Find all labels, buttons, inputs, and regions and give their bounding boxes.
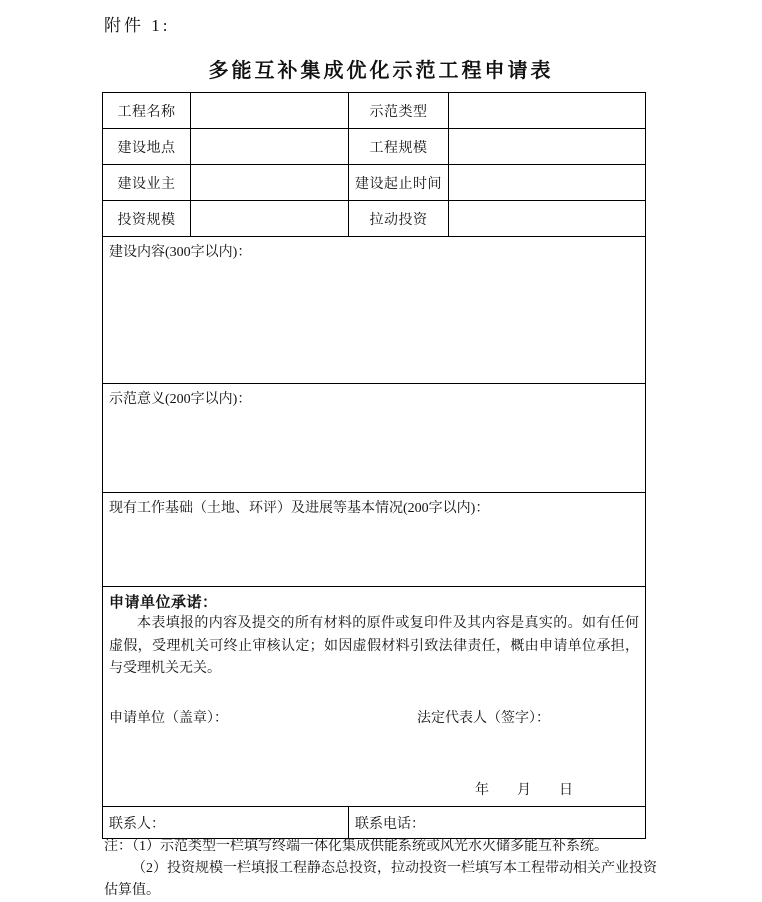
attachment-label: 附件 1: (104, 16, 171, 35)
table-row-work-basis (103, 493, 646, 587)
table-row-investment (103, 201, 646, 237)
contact-person-cell[interactable]: 联系人： (103, 807, 349, 839)
page-title: 多能互补集成优化示范工程申请表 (208, 60, 554, 82)
footnotes (104, 836, 660, 902)
commitment-heading: 申请单位承诺： (109, 595, 218, 611)
table-row-construction-content (103, 237, 646, 384)
section-label-demo-significance: 示范意义(200字以内)： (109, 392, 252, 407)
table-row-commitment (103, 587, 646, 807)
field-input-construction-owner[interactable] (191, 165, 349, 201)
application-form-table (102, 92, 646, 839)
field-input-project-scale[interactable] (449, 129, 646, 165)
applicant-seal-label: 申请单位（盖章）： (109, 710, 228, 726)
field-label-investment-scale: 投资规模 (103, 201, 191, 237)
field-input-demo-type[interactable] (449, 93, 646, 129)
field-label-demo-type: 示范类型 (349, 93, 449, 129)
section-input-work-basis[interactable] (109, 517, 639, 582)
section-input-construction-content[interactable] (109, 261, 639, 379)
field-label-construction-location: 建设地点 (103, 129, 191, 165)
field-label-construction-period: 建设起止时间 (349, 165, 449, 201)
legal-representative-label: 法定代表人（签字）： (417, 710, 550, 726)
footnote-1: 注：（1）示范类型一栏填写终端一体化集成供能系统或风光水火储多能互补系统。 (104, 839, 608, 854)
table-row-contact (103, 807, 646, 839)
table-row-project-name-demo-type (103, 93, 646, 129)
field-input-project-name[interactable] (191, 93, 349, 129)
field-input-investment-scale[interactable] (191, 201, 349, 237)
footnote-2: （2）投资规模一栏填报工程静态总投资，拉动投资一栏填写本工程带动相关产业投资估算值。 (104, 861, 657, 898)
field-input-construction-location[interactable] (191, 129, 349, 165)
commitment-body-text: 本表填报的内容及提交的所有材料的原件或复印件及其内容是真实的。如有任何虚假，受理机关可终止审核认定；如因虚假材料引致法律责任，概由申请单位承担，与受理机关无关。 (109, 616, 639, 676)
field-input-driven-investment[interactable] (449, 201, 646, 237)
date-line: 年 月 日 (475, 783, 573, 798)
table-row-owner-schedule (103, 165, 646, 201)
field-label-driven-investment: 拉动投资 (349, 201, 449, 237)
table-row-location-scale (103, 129, 646, 165)
field-label-project-scale: 工程规模 (349, 129, 449, 165)
section-input-demo-significance[interactable] (109, 408, 639, 488)
table-row-demo-significance (103, 384, 646, 493)
section-label-work-basis: 现有工作基础（土地、环评）及进展等基本情况(200字以内)： (109, 501, 490, 516)
field-input-construction-period[interactable] (449, 165, 646, 201)
signature-row (109, 707, 639, 729)
field-label-project-name: 工程名称 (103, 93, 191, 129)
field-label-construction-owner: 建设业主 (103, 165, 191, 201)
section-label-construction-content: 建设内容(300字以内)： (109, 245, 252, 260)
contact-phone-cell[interactable]: 联系电话： (349, 807, 646, 839)
